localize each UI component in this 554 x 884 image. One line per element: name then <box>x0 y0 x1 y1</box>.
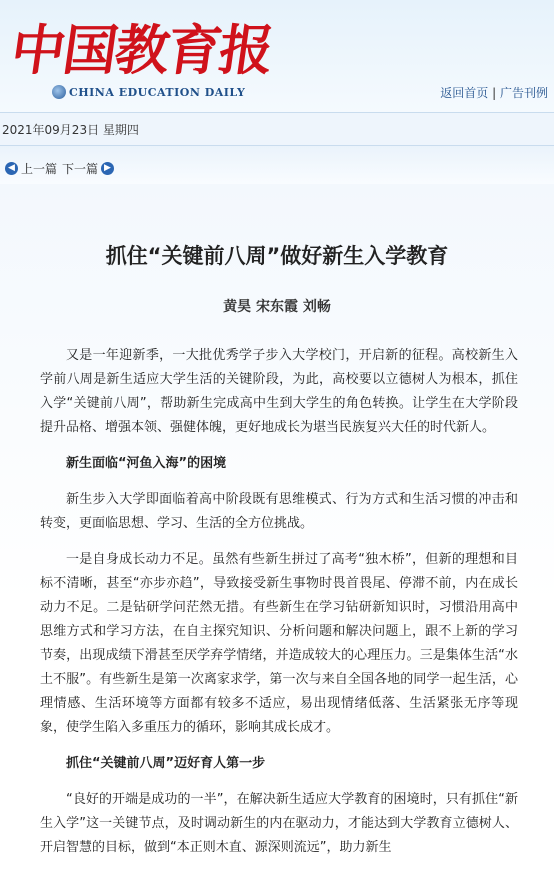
section-heading: 新生面临“河鱼入海”的困境 <box>66 456 227 471</box>
article-body <box>40 344 518 872</box>
top-links <box>440 84 548 101</box>
next-label: 下一篇 <box>62 162 99 176</box>
newspaper-logo-english <box>52 85 245 99</box>
paragraph: 新生步入大学即面临着高中阶段既有思维模式、行为方式和生活习惯的冲击和转变，更面临思想、学习、生活的全方位挑战。 <box>40 492 518 531</box>
section-heading: 抓住“关键前八周”迈好育人第一步 <box>66 756 266 771</box>
issue-date: 2021年09月23日 星期四 <box>2 123 139 137</box>
newspaper-logo[interactable]: 中国教育报 <box>7 18 277 82</box>
link-separator: | <box>492 86 497 100</box>
paragraph: 一是自身成长动力不足。虽然有些新生拼过了高考“独木桥”，但新的理想和目标不清晰，甚至“亦步亦趋”，导致接受新生事物时畏首畏尾、停滞不前，内在成长动力不足。二是钻研学问茫然无措。有些新生在学习钻研新知识时，习惯沿用高中思维方式和学习方法，在自主探究知识、分析问题和解决问题上，跟不上新的学习节奏，出现成绩下滑甚至厌学弃学情绪，并造成较大的心理压力。三是集体生活“水土不服”。有些新生是第一次离家求学，第一次与来自全国各地的同学一起生活，心理情感、生活环境等方面都有较多不适应，易出现情绪低落、生活紧张无序等现象，使学生陷入多重压力的循环，影响其成长成才。 <box>40 552 518 735</box>
paragraph: 又是一年迎新季，一大批优秀学子步入大学校门，开启新的征程。高校新生入学前八周是新生适应大学生活的关键阶段，为此，高校要以立德树人为根本，抓住入学“关键前八周”，帮助新生完成高中生到大学生的角色转换。让学生在大学阶段提升品格、增强本领、强健体魄，更好地成长为堪当民族复兴大任的时代新人。 <box>40 348 518 435</box>
date-bar <box>0 112 554 146</box>
masthead <box>0 0 554 112</box>
article <box>0 184 554 884</box>
article-authors: 黄昊 宋东霞 刘畅 <box>223 299 331 315</box>
article-title: 抓住“关键前八周”做好新生入学教育 <box>105 244 449 268</box>
left-arrow-icon: ◀ <box>5 162 18 175</box>
paragraph: “良好的开端是成功的一半”，在解决新生适应大学教育的困境时，只有抓住“新生入学”这一关键节点，及时调动新生的内在驱动力，才能达到大学教育立德树人、开启智慧的目标，做到“本正则木直、源深则流远”，助力新生 <box>40 792 518 855</box>
prev-article-link[interactable] <box>2 160 57 177</box>
globe-icon <box>52 85 66 99</box>
article-nav <box>0 146 554 185</box>
ads-link[interactable]: 广告刊例 <box>499 86 548 100</box>
next-article-link[interactable] <box>62 160 117 177</box>
home-link[interactable]: 返回首页 <box>440 86 489 100</box>
right-arrow-icon: ▶ <box>101 162 114 175</box>
prev-label: 上一篇 <box>21 162 58 176</box>
logo-english-text: CHINA EDUCATION DAILY <box>69 86 246 99</box>
